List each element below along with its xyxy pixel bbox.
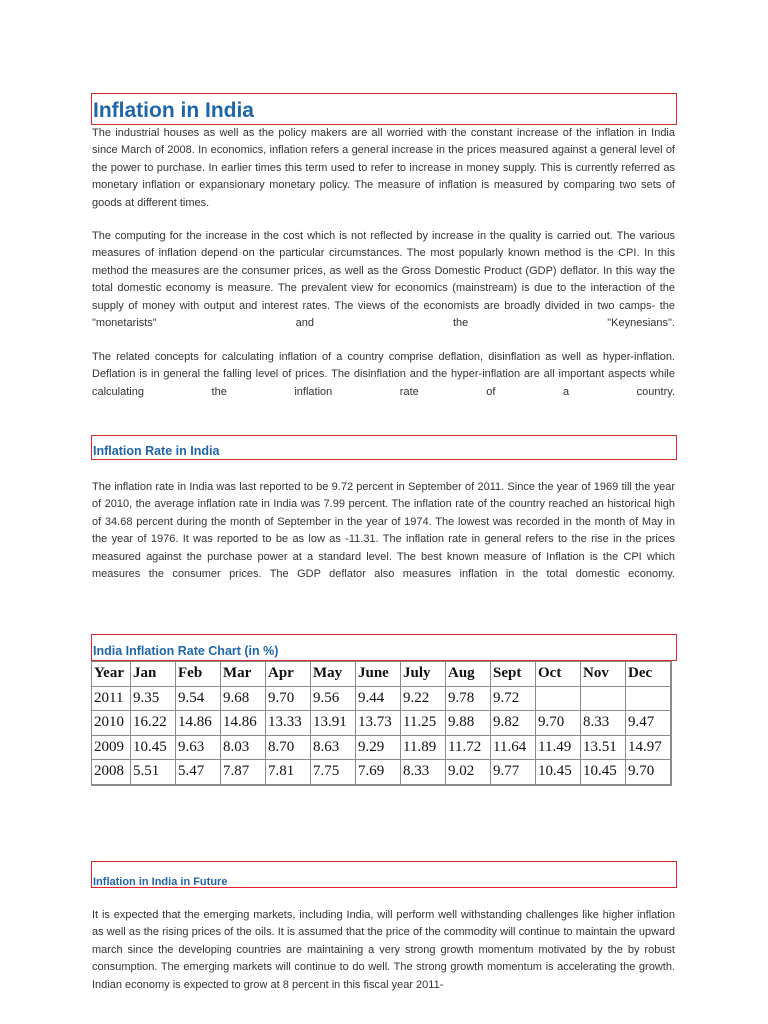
table-cell: 5.47 [176, 760, 221, 785]
computing-paragraph: The computing for the increase in the cost which is not reflected by increase in the quality is carried out. The various measures of inflation depend on the particular circumstances. The most popularly known method is the CPI. In this method the measures are the consumer prices, as well as the Gross Domestic Product (GDP) deflator. In this way the total domestic economy is measure. The prevalent view for economics (mainstream) is due to the interaction of the supply of money with output and interest rates. The views of the economists are broadly divided in two camps- the "monetarists" and the "Keynesians". [92, 230, 675, 330]
table-cell: 7.81 [266, 760, 311, 785]
header-apr: Apr [266, 662, 311, 687]
table-row [92, 760, 672, 785]
intro-paragraph: The industrial houses as well as the policy makers are all worried with the constant increase of the inflation in India since March of 2008. In economics, inflation refers a general increase in the prices measured against a general level of the power to purchase. In earlier times this term used to refer to increase in money supply. This is currently referred as monetary inflation or expansionary monetary policy. The measure of inflation is measured by comparing two sets of goods at different times. [92, 127, 675, 209]
section-heading-rate-chart: India Inflation Rate Chart (in %) [91, 634, 677, 661]
table-cell: 11.64 [491, 735, 536, 760]
table-cell: 14.97 [626, 735, 672, 760]
table-cell: 8.03 [221, 735, 266, 760]
table-cell: 2008 [92, 760, 131, 785]
section-heading-future: Inflation in India in Future [91, 861, 677, 888]
table-cell: 8.33 [581, 711, 626, 736]
table-cell: 9.63 [176, 735, 221, 760]
table-cell: 9.70 [536, 711, 581, 736]
table-cell: 5.51 [131, 760, 176, 785]
table-cell: 10.45 [131, 735, 176, 760]
header-aug: Aug [446, 662, 491, 687]
header-mar: Mar [221, 662, 266, 687]
table-cell: 9.44 [356, 686, 401, 711]
table-cell: 9.72 [491, 686, 536, 711]
table-cell: 11.49 [536, 735, 581, 760]
table-cell: 7.69 [356, 760, 401, 785]
table-cell: 14.86 [221, 711, 266, 736]
table-cell: 9.02 [446, 760, 491, 785]
table-cell: 8.63 [311, 735, 356, 760]
table-cell: 2009 [92, 735, 131, 760]
header-nov: Nov [581, 662, 626, 687]
header-may: May [311, 662, 356, 687]
table-cell: 11.72 [446, 735, 491, 760]
header-feb: Feb [176, 662, 221, 687]
table-row [92, 735, 672, 760]
table-cell [626, 686, 672, 711]
table-cell: 13.91 [311, 711, 356, 736]
table-cell: 9.68 [221, 686, 266, 711]
table-cell: 9.54 [176, 686, 221, 711]
table-cell: 7.75 [311, 760, 356, 785]
table-cell: 7.87 [221, 760, 266, 785]
table-cell: 9.70 [266, 686, 311, 711]
inflation-rate-table [91, 661, 672, 786]
table-cell [581, 686, 626, 711]
header-july: July [401, 662, 446, 687]
table-cell: 13.73 [356, 711, 401, 736]
table-cell: 2010 [92, 711, 131, 736]
table-cell: 9.78 [446, 686, 491, 711]
section-heading-inflation-rate: Inflation Rate in India [91, 435, 677, 460]
table-cell: 13.33 [266, 711, 311, 736]
table-cell: 9.47 [626, 711, 672, 736]
header-year: Year [92, 662, 131, 687]
inflation-rate-paragraph: The inflation rate in India was last reported to be 9.72 percent in September of 2011. Since the year of 1969 till the year of 2010, the average inflation rate in India was 7.99 percent. The inflation rate of the country reached an historical high of 34.68 percent during the month of September in the year of 1974. The lowest was recorded in the month of May in the year of 1976. It was reported to be as low as -11.31. The inflation rate in general refers to the rise in the prices measured against the purchase power at a standard level. The best known measure of Inflation is the CPI which measures the consumer prices. The GDP deflator also measures inflation in the total domestic economy. [92, 481, 675, 581]
table-cell: 9.22 [401, 686, 446, 711]
table-cell: 16.22 [131, 711, 176, 736]
header-sept: Sept [491, 662, 536, 687]
table-cell: 9.35 [131, 686, 176, 711]
table-cell: 8.70 [266, 735, 311, 760]
table-cell: 11.25 [401, 711, 446, 736]
table-cell: 9.77 [491, 760, 536, 785]
page-title: Inflation in India [91, 93, 677, 125]
table-cell [536, 686, 581, 711]
table-cell: 11.89 [401, 735, 446, 760]
table-cell: 14.86 [176, 711, 221, 736]
table-cell: 9.82 [491, 711, 536, 736]
table-row [92, 711, 672, 736]
table-header-row [92, 662, 672, 687]
header-june: June [356, 662, 401, 687]
header-dec: Dec [626, 662, 672, 687]
table-row [92, 686, 672, 711]
table-cell: 2011 [92, 686, 131, 711]
table-cell: 9.88 [446, 711, 491, 736]
table-cell: 10.45 [536, 760, 581, 785]
table-cell: 10.45 [581, 760, 626, 785]
future-paragraph: It is expected that the emerging markets, including India, will perform well withstanding challenges like higher inflation as well as the rising prices of the oils. It is assumed that the price of the commodity will continue to maintain the upward march since the developing countries are maintaining a very strong growth momentum motivated by the by robust consumption. The emerging markets will continue to do well. The strong growth momentum is accelerating the growth. Indian economy is expected to grow at 8 percent in this fiscal year 2011- [92, 909, 675, 991]
table-cell: 8.33 [401, 760, 446, 785]
table-cell: 9.29 [356, 735, 401, 760]
related-concepts-paragraph: The related concepts for calculating inflation of a country comprise deflation, disinflation as well as hyper-inflation. Deflation is in general the falling level of prices. The disinflation and the hyper-inflation are all important aspects while calculating the inflation rate of a country. [92, 351, 675, 398]
header-oct: Oct [536, 662, 581, 687]
header-jan: Jan [131, 662, 176, 687]
table-cell: 13.51 [581, 735, 626, 760]
table-cell: 9.70 [626, 760, 672, 785]
table-cell: 9.56 [311, 686, 356, 711]
